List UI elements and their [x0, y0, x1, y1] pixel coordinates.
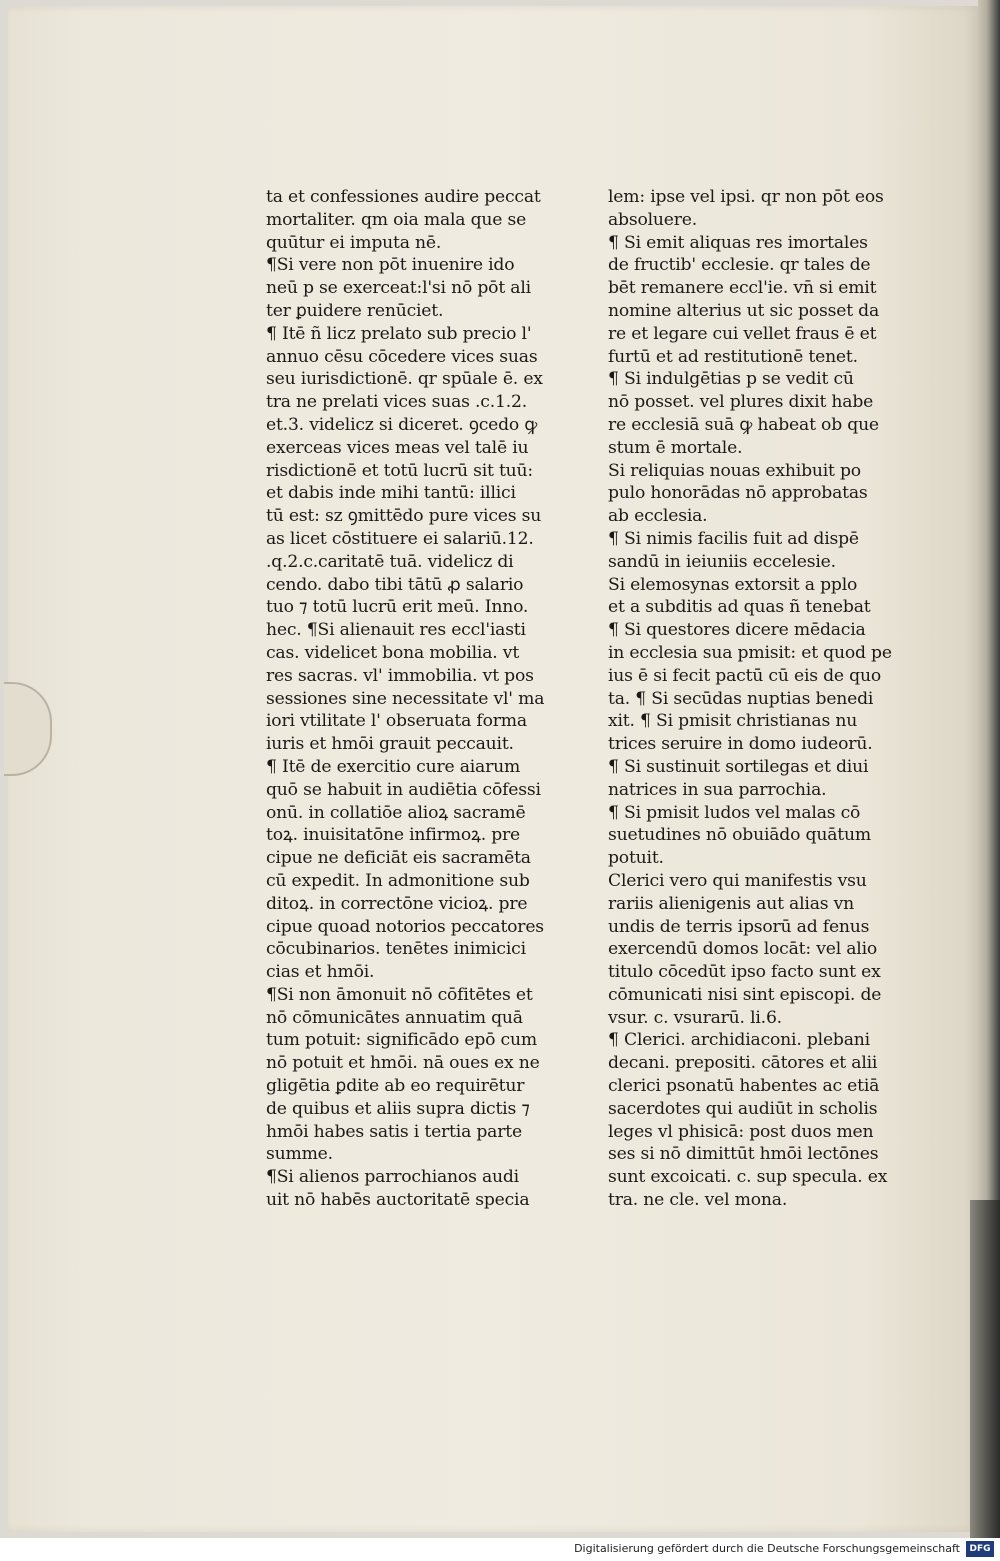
text-line: risdictionē et totū lucrū sit tuū: [266, 460, 534, 481]
text-line: ¶ Si emit aliquas res imortales [608, 232, 868, 253]
text-line: clerici psonatū habentes ac etiā [608, 1076, 880, 1097]
text-line: de quibus et aliis supra dictis ⁊ [266, 1098, 530, 1119]
text-line: ditoꝝ. in correctōne vicioꝝ. pre [266, 893, 528, 914]
text-line: natrices in sua parrochia. [608, 779, 827, 800]
text-line: absoluere. [608, 209, 698, 230]
text-line: Si elemosynas extorsit a pplo [608, 574, 858, 595]
text-line: cū expedit. In admonitione sub [266, 870, 530, 891]
text-line: quō se habuit in audiētia cōfessi [266, 779, 541, 800]
text-line: res sacras. vl' immobilia. vt pos [266, 665, 534, 686]
text-line: ¶ Si questores dicere mēdacia [608, 620, 866, 641]
text-line: tū est: sz ꝯmittēdo pure vices su [266, 506, 542, 527]
text-line: et dabis inde mihi tantū: illici [266, 483, 516, 504]
text-line: ter ꝑuidere renūciet. [266, 300, 444, 321]
funding-credit: Digitalisierung gefördert durch die Deutsche Forschungsgemeinschaft [574, 1542, 960, 1555]
text-line: Si reliquias nouas exhibuit po [608, 460, 861, 481]
text-line: ius ē si fecit pactū cū eis de quo [608, 665, 881, 686]
text-line: decani. prepositi. cātores et alii [608, 1053, 878, 1074]
text-line: cias et hmōi. [266, 962, 375, 983]
text-line: trices seruire in domo iudeorū. [608, 734, 873, 755]
text-line: nomine alterius ut sic posset da [608, 300, 880, 321]
text-line: sacerdotes qui audiūt in scholis [608, 1098, 878, 1119]
text-line: ab ecclesia. [608, 506, 708, 527]
text-line: ses si nō dimittūt hmōi lectōnes [608, 1144, 879, 1165]
text-line: in ecclesia sua pmisit: et quod pe [608, 642, 892, 663]
text-line: ta et confessiones audire peccat [266, 187, 541, 207]
text-line: summe. [266, 1144, 333, 1165]
text-line: nō cōmunicātes annuatim quā [266, 1007, 523, 1028]
text-line: ¶ Clerici. archidiaconi. plebani [608, 1030, 870, 1051]
text-line: ¶ Si pmisit ludos vel malas cō [608, 802, 861, 823]
text-line: et a subditis ad quas ñ tenebat [608, 597, 871, 618]
text-line: cōmunicati nisi sint episcopi. de [608, 984, 882, 1005]
text-line: pulo honorādas nō approbatas [608, 483, 868, 504]
text-line: Clerici vero qui manifestis vsu [608, 870, 867, 891]
text-line: ¶ Itē ñ licz prelato sub precio l' [266, 323, 532, 344]
text-line: cōcubinarios. tenētes inimicici [266, 939, 526, 960]
dfg-logo: DFG [966, 1541, 994, 1557]
text-line: undis de terris ipsorū ad fenus [608, 916, 870, 937]
page-tab-marker [4, 682, 52, 776]
text-line: sunt excoicati. c. sup specula. ex [608, 1167, 888, 1188]
text-line: uit nō habēs auctoritatē specia [266, 1190, 530, 1211]
text-line: hec. ¶Si alienauit res eccl'iasti [266, 620, 526, 641]
text-line: et.3. videlicz si diceret. ꝯcedo ꝙ [266, 414, 538, 435]
text-line: nō potuit et hmōi. nā oues ex ne [266, 1053, 540, 1074]
text-line: ¶Si vere non pōt inuenire ido [266, 255, 515, 276]
text-line: ¶Si alienos parrochianos audi [266, 1167, 519, 1188]
text-line: re ecclesiā suā ꝙ habeat ob que [608, 414, 879, 435]
text-line: sandū in ieiuniis eccelesie. [608, 551, 836, 572]
text-line: exercendū domos locāt: vel alio [608, 939, 878, 960]
text-line: xit. ¶ Si pmisit christianas nu [608, 711, 858, 732]
text-line: lem: ipse vel ipsi. qr non pōt eos [608, 187, 884, 207]
text-line: ¶ Itē de exercitio cure aiarum [266, 756, 521, 777]
text-line: de fructib' ecclesie. qr tales de [608, 255, 871, 276]
text-line: .q.2.c.caritatē tuā. videlicz di [266, 551, 514, 572]
text-line: suetudines nō obuiādo quātum [608, 825, 871, 846]
text-line: leges vl phisicā: post duos men [608, 1121, 874, 1142]
page-edge-shadow [970, 1200, 1000, 1538]
text-line: hmōi habes satis i tertia parte [266, 1121, 522, 1142]
footer-bar [0, 1538, 1000, 1561]
text-line: bēt remanere eccl'ie. vn̄ si emit [608, 278, 877, 299]
text-line: mortaliter. qm oia mala que se [266, 209, 527, 230]
text-line: cipue quoad notorios peccatores [266, 916, 544, 937]
text-line: ¶Si non āmonuit nō cōfitētes et [266, 984, 533, 1005]
text-line: titulo cōcedūt ipso facto sunt ex [608, 962, 881, 983]
text-line: neū p se exerceat:l'si nō pōt ali [266, 278, 531, 299]
text-line: tra ne prelati vices suas .c.1.2. [266, 392, 527, 413]
text-line: nō posset. vel plures dixit habe [608, 392, 874, 413]
text-line: furtū et ad restitutionē tenet. [608, 346, 858, 367]
text-line: toꝝ. inuisitatōne infirmoꝝ. pre [266, 825, 521, 846]
text-line: cas. videlicet bona mobilia. vt [266, 642, 520, 663]
text-line: seu iurisdictionē. qr spūale ē. ex [266, 369, 543, 390]
text-line: exerceas vices meas vel talē iu [266, 437, 529, 458]
text-line: onū. in collatiōe alioꝝ sacramē [266, 802, 526, 823]
text-line: vsur. c. vsurarū. li.6. [608, 1007, 782, 1028]
text-line: rariis alienigenis aut alias vn [608, 893, 854, 914]
text-line: stum ē mortale. [608, 437, 743, 458]
text-line: ta. ¶ Si secūdas nuptias benedi [608, 688, 874, 709]
text-line: annuo cēsu cōcedere vices suas [266, 346, 538, 367]
text-line: tra. ne cle. vel mona. [608, 1190, 788, 1211]
book-page [8, 6, 978, 1532]
text-line: ¶ Si sustinuit sortilegas et diui [608, 756, 869, 777]
text-line: cendo. dabo tibi tātū ꝓ salario [266, 574, 524, 595]
text-line: ¶ Si indulgētias p se vedit cū [608, 369, 854, 390]
text-line: sessiones sine necessitate vl' ma [266, 688, 545, 709]
text-line: cipue ne deficiāt eis sacramēta [266, 848, 531, 869]
text-line: quūtur ei imputa nē. [266, 232, 442, 253]
right-text-column [608, 186, 920, 1212]
text-line: iori vtilitate l' obseruata forma [266, 711, 527, 732]
text-line: iuris et hmōi grauit peccauit. [266, 734, 514, 755]
text-line: gligētia ꝑdite ab eo requirētur [266, 1076, 525, 1097]
text-line: potuit. [608, 848, 664, 869]
text-line: tum potuit: significādo epō cum [266, 1030, 537, 1051]
text-line: tuo ⁊ totū lucrū erit meū. Inno. [266, 597, 529, 618]
text-line: as licet cōstituere ei salariū.12. [266, 528, 534, 549]
text-line: ¶ Si nimis facilis fuit ad dispē [608, 528, 859, 549]
text-line: re et legare cui vellet fraus ē et [608, 323, 877, 344]
left-text-column [266, 186, 586, 1212]
